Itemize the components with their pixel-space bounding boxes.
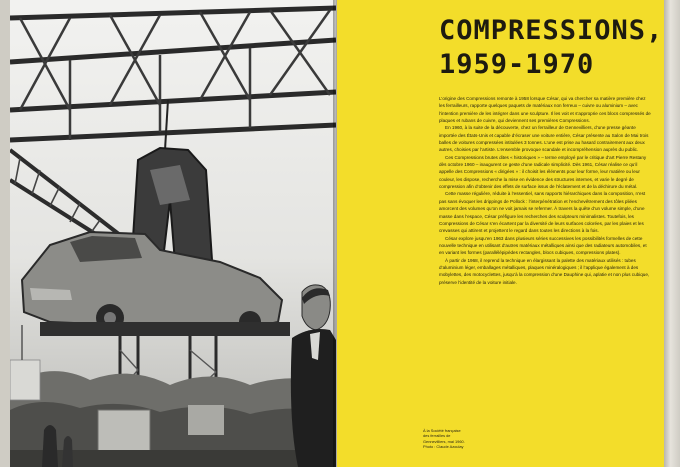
photo-caption [423, 428, 479, 449]
title-line-1: COMPRESSIONS, [439, 15, 664, 46]
body-text [439, 95, 651, 286]
title-line-2: 1959-1970 [439, 49, 595, 80]
man-figure [291, 285, 336, 467]
crane-photo-illustration [10, 0, 336, 467]
paragraph: Ces Compressions brutes dites « historiques » – terme employé par le critique d’art Pierre Restany dès octobre 1960 – inaugurent ce geste d’une radicale simplicité. Dès 1961, César réalise ce qu’il appelle des Compressions « dirigées » : il choisit les éléments pour leur forme, leur matière ou leur couleur, les dispose, recherche la mise en évidence des structures internes, et varie le degré de compression afin d’obtenir des effets de surface issus de l’éclatement et de la déchirure du métal. [439, 154, 647, 190]
caption-line: Gennevilliers, mai 1960. [423, 438, 465, 444]
paragraph: Cette masse régulière, réduite à l’essentiel, sans rapports hiérarchiques dans la composition, n’est pas sans évoquer les drippings de Pollock : l’interpénétration et l’enchevêtrement des tôles pliées amorcent des volumes qu’on ne voit jamais se refermer. À travers la quête d’un volume simple, d’une masse dans l’espace, César préfigure les recherches des sculpteurs minimalistes. Toutefois, les Compressions de César s’en écartent par la diversité de leurs surfaces colorées, par les plaies et les crevasses qui attirent et projettent le regard dans toutes les directions à la fois. [439, 191, 646, 234]
paragraph: L’origine des Compressions remonte à 1958 lorsque César, qui va chercher sa matière première chez les ferrailleurs, rapporte quelques paquets de matériaux non ferreux – cuivre ou aluminium – avec l’intention première de les intégrer dans une sculpture. Il les voit et s’approprie ces blocs compressés de plaques et rubans de cuivre, qui deviennent ses premières Compressions. [439, 96, 651, 124]
page-edge [664, 0, 680, 467]
caption-line: des ferrailles de [423, 433, 451, 439]
crane-girders [10, 8, 336, 140]
caption-line: À la Société française [423, 428, 461, 433]
paragraph: César explore jusqu’en 1963 dans plusieurs séries successives les possibilités formelles de cette nouvelle technique en utilisant d’autres matériaux métalliques ainsi que des radiateurs automobiles, et en variant les formes (parallélépipèdes rectangles, blocs cubiques, compressions plates). [439, 235, 647, 256]
caption-line: Photo : Claude Azoulay [423, 443, 464, 449]
scrapyard-photo [10, 0, 336, 467]
text-page [337, 0, 664, 467]
page-title [439, 14, 664, 82]
paragraph: À partir de 1968, il reprend la technique en élargissant la palette des matériaux utilisés : tubes d’aluminium léger, emballages métalliques, plaques minéralogiques ; il l’applique également à des mobylettes, des motocyclettes, jusqu’à la compression d’une Dauphine qui, aplatie et non plus cubique, préserve l’identité de la voiture initiale. [439, 257, 650, 285]
paragraph: En 1960, à la suite de la découverte, chez un ferrailleur de Gennevilliers, d’une presse géante importée des États-Unis et capable d’écraser une voiture entière, César présente au Salon de Mai trois balles de voitures compressées intitulées 3 tonnes. L’une est prise au hasard contrairement aux deux autres, choisies par l’artiste. L’ensemble provoque scandale et incompréhension auprès du public. [439, 125, 649, 153]
